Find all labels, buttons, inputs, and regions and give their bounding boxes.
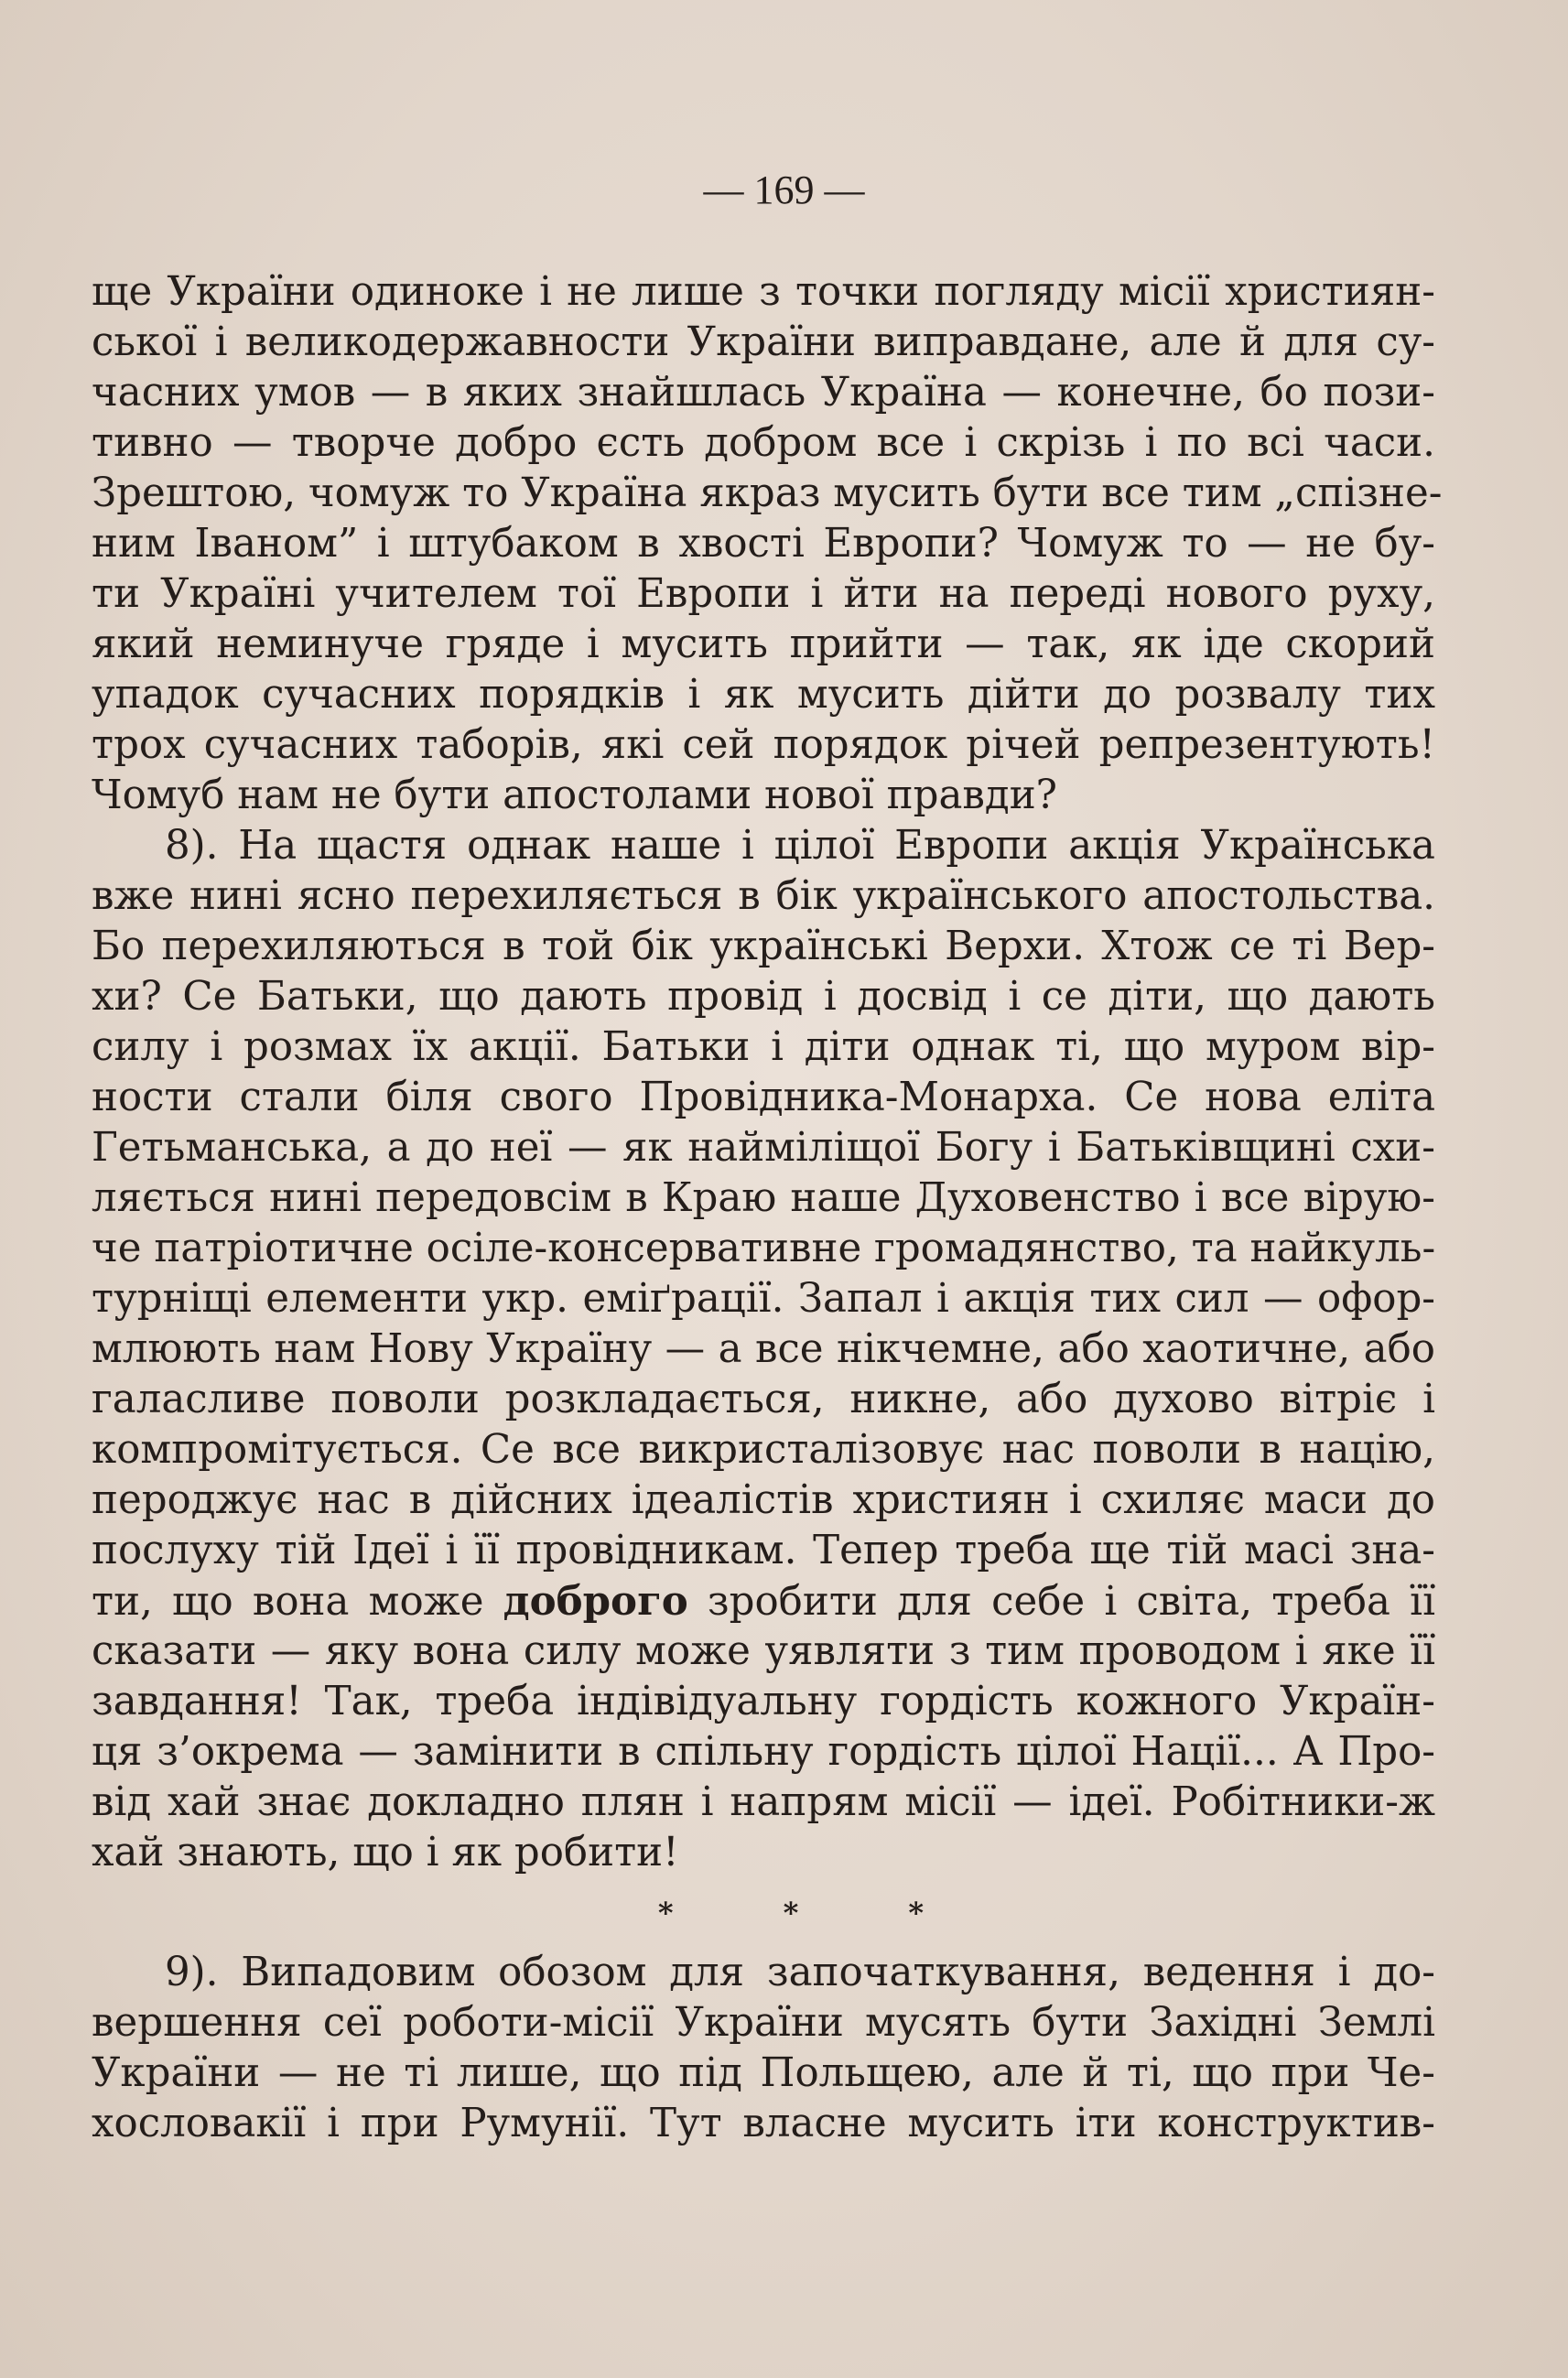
- text-line: 8). На щастя однак наше і цілої Европи акція Українська: [165, 823, 1435, 869]
- text-line: Гетьманська, а до неї — як найміліщої Богу і Батьківщині схи-: [92, 1125, 1435, 1171]
- text-line: 9). Випадовим обозом для започаткування, ведення і до-: [165, 1950, 1435, 1995]
- text-line: турніщі елементи укр. еміґрації. Запал і акція тих сил — офор-: [92, 1276, 1435, 1322]
- text-line: України — не ті лише, що під Польщею, але й ті, що при Че-: [92, 2050, 1435, 2096]
- text-line: [92, 1576, 1435, 1627]
- text-line: послуху тій Ідеї і її провідникам. Тепер треба ще тій масі зна-: [92, 1528, 1435, 1573]
- text-line: хи? Се Батьки, що дають провід і досвід і се діти, що дають: [92, 974, 1435, 1020]
- text-line: Чомуб нам не бути апостолами нової правди?: [92, 773, 1058, 818]
- text-line: че патріотичне осіле-консервативне громадянство, та найкуль-: [92, 1226, 1436, 1271]
- asterisk: *: [657, 1896, 674, 1930]
- text-line: галасливе поволи розкладається, никне, або духово вітріє і: [92, 1377, 1435, 1422]
- text-line: ляється нині передовсім в Краю наше Духовенство і все вірую-: [92, 1175, 1435, 1221]
- text-line: Зрештою, чомуж то Україна якраз мусить бути все тим „спізне-: [92, 470, 1443, 516]
- text-fragment: ти, що вона може: [92, 1579, 503, 1625]
- text-line: ним Іваном” і штубаком в хвості Европи? Чомуж то — не бу-: [92, 521, 1435, 567]
- text-line: компромітується. Се все викристалізовує нас поволи в націю,: [92, 1427, 1435, 1473]
- text-line: млюють нам Нову Україну — а все нікчемне, або хаотичне, або: [92, 1326, 1435, 1372]
- text-line: хай знають, що і як робити!: [92, 1830, 679, 1875]
- text-line: який неминуче гряде і мусить прийти — так, як іде скорий: [92, 622, 1435, 667]
- text-line: тивно — творче добро єсть добром все і скрізь і по всі часи.: [92, 420, 1435, 466]
- page-number: — 169 —: [703, 168, 865, 212]
- text-line: ця з’окрема — замінити в спільну гордість цілої Нації... А Про-: [92, 1729, 1435, 1775]
- body-text: [92, 267, 1443, 2149]
- asterisk: *: [908, 1896, 925, 1930]
- text-line: ти Україні учителем тої Европи і йти на переді нового руху,: [92, 571, 1435, 617]
- paragraph-2: [92, 821, 1435, 1878]
- section-separator: [92, 1878, 1435, 1948]
- text-line: Бо перехиляються в той бік українські Верхи. Хтож се ті Вер-: [92, 924, 1435, 969]
- text-line: хословакії і при Румунії. Тут власне мусить іти конструктив-: [92, 2101, 1435, 2146]
- text-line: силу і розмах їх акції. Батьки і діти однак ті, що муром вір-: [92, 1024, 1435, 1070]
- text-line: вершення сеї роботи-місії України мусять бути Західні Землі: [92, 2000, 1435, 2046]
- text-line: сказати — яку вона силу може уявляти з тим проводом і яке її: [92, 1628, 1435, 1674]
- text-line: ської і великодержавности України виправдане, але й для су-: [92, 319, 1435, 365]
- text-line: від хай знає докладно плян і напрям місії — ідеї. Робітники-ж: [92, 1779, 1435, 1825]
- text-line: ще України одиноке і не лише з точки погляду місії християн-: [92, 269, 1435, 315]
- paragraph-3: [92, 1948, 1435, 2149]
- text-line: завдання! Так, треба індівідуальну гордість кожного Україн-: [92, 1679, 1435, 1724]
- text-line: трох сучасних таборів, які сей порядок річей репрезентують!: [92, 722, 1435, 768]
- text-line: часних умов — в яких знайшлась Україна — конечне, бо пози-: [92, 370, 1435, 416]
- bold-word: доброго: [503, 1578, 688, 1625]
- text-line: ности стали біля свого Провідника-Монарха. Се нова еліта: [92, 1075, 1435, 1120]
- text-line: вже нині ясно перехиляється в бік українського апостольства.: [92, 873, 1435, 919]
- text-line: упадок сучасних порядків і як мусить дійти до розвалу тих: [92, 672, 1435, 718]
- paragraph-1: [92, 267, 1443, 821]
- text-line: пероджує нас в дійсних ідеалістів християн і схиляє маси до: [92, 1477, 1435, 1523]
- asterisk: *: [783, 1896, 799, 1930]
- text-fragment: зробити для себе і світа, треба її: [687, 1579, 1435, 1625]
